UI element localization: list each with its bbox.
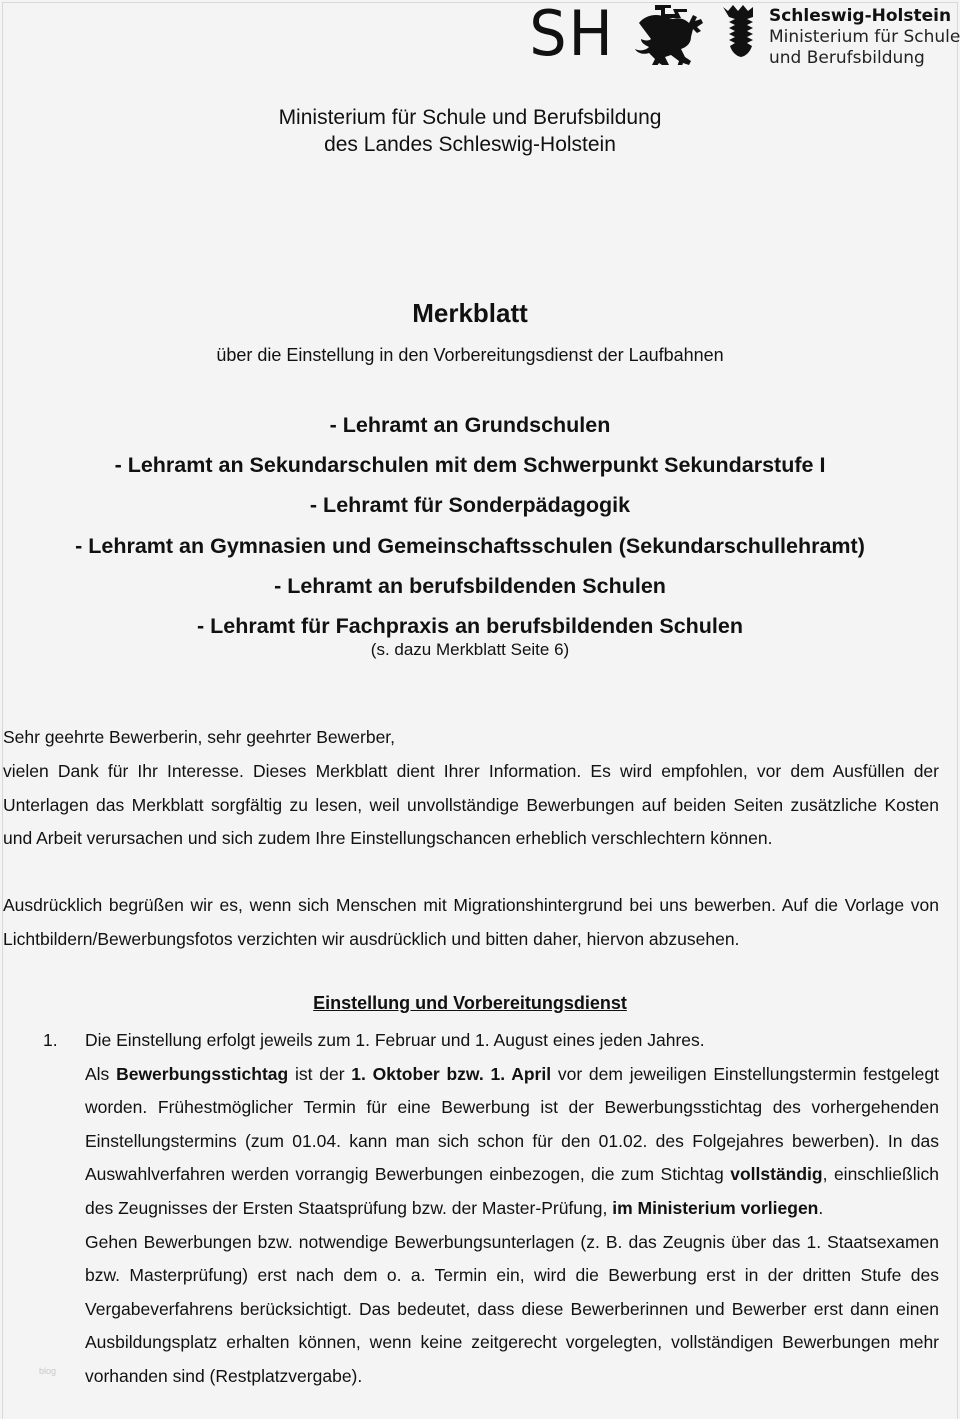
migration-paragraph: Ausdrücklich begrüßen wir es, wenn sich Menschen mit Migrationshintergrund bei uns bewerben. Auf die Vorlage von Lichtbildern/Bewerbungsfotos verzichten wir ausdrücklich und bitten daher, hiervon abzusehen.: [3, 895, 939, 949]
item-line1: Die Einstellung erfolgt jeweils zum 1. Februar und 1. August eines jeden Jahres.: [85, 1030, 705, 1050]
section-heading: Einstellung und Vorbereitungsdienst: [313, 993, 627, 1013]
logo-state-name: Schleswig-Holstein: [768, 6, 952, 26]
ministry-header: [0, 104, 940, 158]
item-late-application-paragraph: Gehen Bewerbungen bzw. notwendige Bewerbungsunterlagen (z. B. das Zeugnis über das 1. Staatsexamen bzw. Masterprüfung) erst nach dem o. a. Termin ein, wird die Bewerbung erst in der dritten Stufe des Vergabeverfahrens berücksichtigt. Das bedeutet, dass diese Bewerberinnen und Bewerber erst dann einen Ausbildungsplatz erhalten können, wenn keine zeitgerecht vorgelegten, vollständigen Bewerbungen mehr vorhanden sind (Restplatzvergabe).: [85, 1231, 939, 1386]
document-title: Merkblatt: [412, 298, 528, 328]
logo-ministry-line1: Ministerium für Schule: [768, 27, 960, 47]
ministry-line1: Ministerium für Schule und Berufsbildung: [278, 106, 662, 129]
career-item: - Lehramt für Sonderpädagogik: [309, 493, 631, 518]
text-run: vor dem jeweiligen Einstellungstermin festgelegt worden. Frühestmöglicher Termin für eine Bewerbung ist der Bewerbungsstichtag des vorhergehenden Einstellungstermins (zum 01.04. kann man sich schon für den 01.02. des Folgejahres bewerben). In das Auswahlverfahren werden vorrangig Bewerbungen einbezogen, die zum Stichtag: [85, 1063, 939, 1185]
careers-note: (s. dazu Merkblatt Seite 6): [370, 640, 570, 659]
list-item-number: 1.: [43, 1030, 58, 1050]
career-list: [0, 410, 940, 651]
text-run: .: [818, 1197, 824, 1218]
list-item-body: [85, 1024, 939, 1394]
career-item: - Lehramt an Gymnasien und Gemeinschaftsschulen (Sekundarschullehramt): [75, 533, 865, 558]
document-subtitle: über die Einstellung in den Vorbereitungsdienst der Laufbahnen: [216, 345, 724, 365]
bold-text: Bewerbungsstichtag: [116, 1063, 289, 1084]
nettle-leaf-emblem-icon: [721, 3, 755, 65]
logo-abbrev: SH: [529, 0, 615, 70]
career-item: - Lehramt für Fachpraxis an berufsbildenden Schulen: [197, 613, 743, 638]
text-run: Als: [85, 1063, 117, 1084]
ministry-line2: des Landes Schleswig-Holstein: [324, 133, 616, 156]
bold-text: im Ministerium vorliegen: [612, 1197, 819, 1218]
career-item: - Lehramt an Sekundarschulen mit dem Schwerpunkt Sekundarstufe I: [114, 453, 826, 478]
logo-text: [769, 6, 960, 69]
bold-text: 1. Oktober bzw. 1. April: [351, 1063, 552, 1084]
career-item: - Lehramt an Grundschulen: [329, 413, 611, 437]
logo-ministry-line2: und Berufsbildung: [768, 48, 925, 68]
sh-ministry-logo: [527, 0, 960, 70]
intro-paragraph: vielen Dank für Ihr Interesse. Dieses Merkblatt dient Ihrer Information. Es wird empfohlen, vor dem Ausfüllen der Unterlagen das Merkblatt sorgfältig zu lesen, weil unvollständige Bewerbungen auf beiden Seiten zusätzliche Kosten und Arbeit verursachen und sich zudem Ihre Einstellungschancen erheblich verschlechtern können.: [3, 761, 939, 849]
text-run: ist der: [288, 1063, 352, 1084]
bold-text: vollständig: [730, 1164, 823, 1185]
greeting: Sehr geehrte Bewerberin, sehr geehrter Bewerber,: [3, 727, 396, 747]
lion-emblem-icon: [629, 3, 713, 65]
watermark: blog: [39, 1366, 57, 1376]
item-deadline-paragraph: [85, 1058, 939, 1226]
text-run: , einschließlich des Zeugnisses der Ersten Staatsprüfung bzw. der Master-Prüfung,: [85, 1164, 939, 1218]
logo-emblems: [629, 3, 755, 65]
career-item: - Lehramt an berufsbildenden Schulen: [274, 573, 666, 598]
